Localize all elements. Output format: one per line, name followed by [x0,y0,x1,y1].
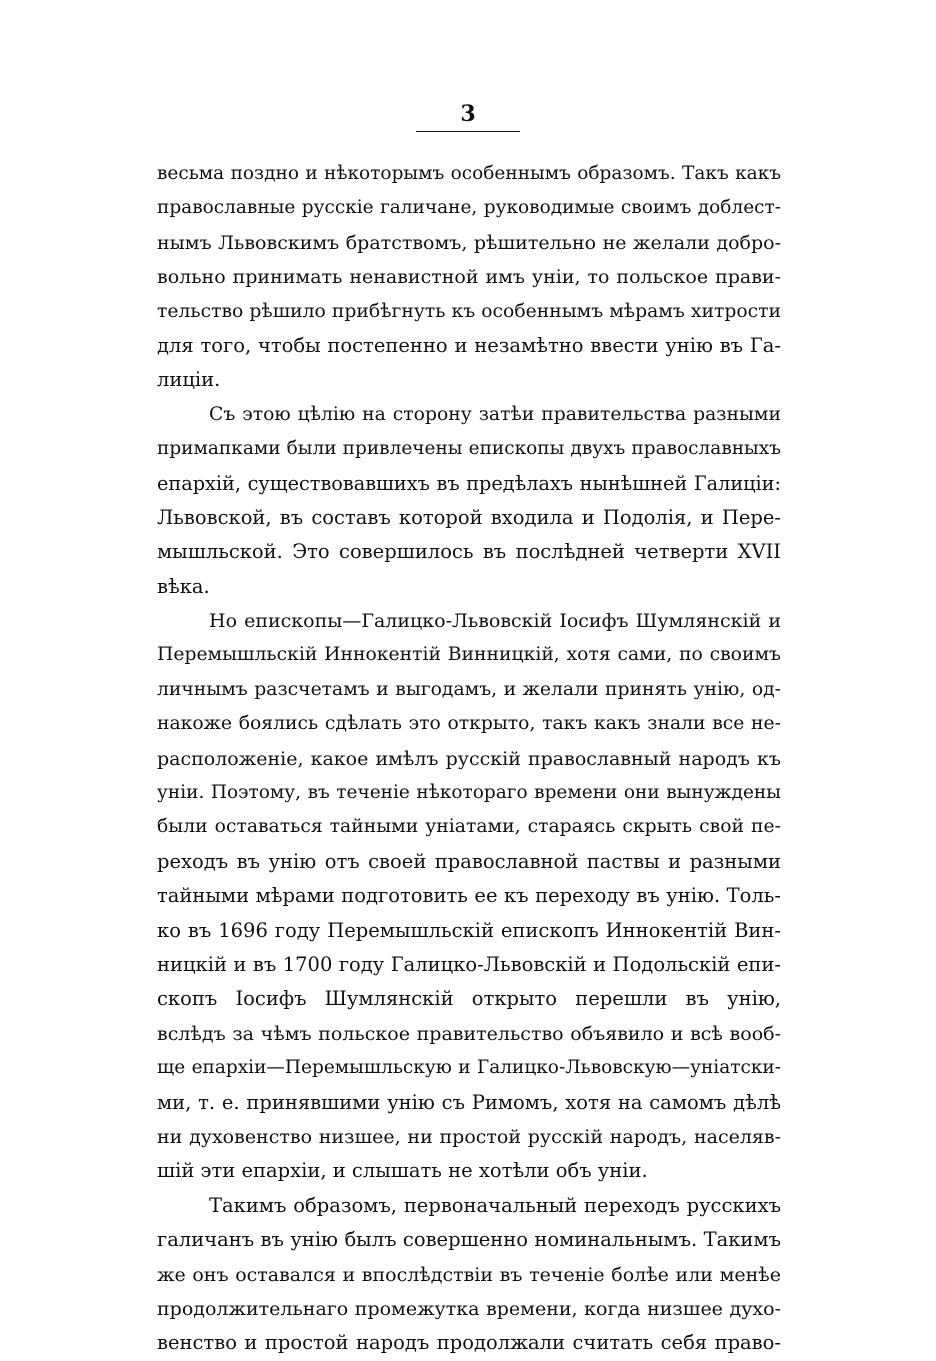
text-line: ще епархіи—Перемышльскую и Галицко-Львовскую—уніатски- [157,1057,781,1079]
text-line: уніи. Поэтому, въ теченіе нѣкотораго времени они вынуждены [157,782,781,804]
text-line: расположеніе, какое имѣлъ русскій православный народъ къ [157,747,781,770]
text-line: для того, чтобы постепенно и незамѣтно ввести унію въ Га- [157,333,781,357]
paragraph [157,157,781,398]
body-text [157,157,781,1361]
text-line: ницкій и въ 1700 году Галицко-Львовскій и Подольскій епи- [157,952,781,976]
paragraph [157,1189,781,1361]
text-line: православные русскіе галичане, руководимые своимъ доблест- [157,197,781,219]
paragraph [157,604,781,1189]
text-line: галичанъ въ унію былъ совершенно номинальнымъ. Такимъ [157,1228,781,1252]
text-line: накоже боялись сдѣлать это открыто, такъ какъ знали все не- [157,713,781,735]
text-line: Перемышльскій Иннокентій Винницкій, хотя сами, по своимъ [157,644,781,666]
text-line: тельство рѣшило прибѣгнуть къ особеннымъ мѣрамъ хитрости [157,300,781,322]
text-line: вольно принимать ненавистной имъ уніи, то польское прави- [157,266,781,289]
text-line: личнымъ разсчетамъ и выгодамъ, и желали принять унію, од- [157,678,781,700]
text-line: вѣка. [157,574,210,598]
text-line: тайными мѣрами подготовить ее къ переходу въ унію. Толь- [157,884,781,908]
text-line: Съ этою цѣлію на сторону затѣи правительства разными [209,403,781,425]
text-line: весьма поздно и нѣкоторымъ особеннымъ образомъ. Такъ какъ [157,163,781,184]
text-line: шій эти епархіи, и слышать не хотѣли объ уніи. [157,1159,648,1183]
text-line: Львовской, въ составъ которой входила и Подолія, и Пере- [157,505,781,529]
text-line: Такимъ образомъ, первоначальный переходъ русскихъ [209,1193,781,1217]
text-line: примапками были привлечены епископы двухъ православныхъ [157,438,781,460]
text-line: были оставаться тайными уніатами, стараясь скрыть свой пе- [157,816,781,838]
text-line: лиціи. [157,368,221,392]
text-line: Но епископы—Галицко-Львовскій Іосифъ Шумлянскій и [209,610,781,633]
text-line: ми, т. е. принявшими унію съ Римомъ, хотя на самомъ дѣлѣ [157,1090,781,1114]
page-number: 3 [460,101,476,127]
text-line: нымъ Львовскимъ братствомъ, рѣшительно не желали добро- [157,231,781,254]
text-line: продолжительнаго промежутка времени, когда низшее духо- [157,1297,781,1320]
text-line: реходъ въ унію отъ своей православной паствы и разными [157,849,781,873]
text-line: ко въ 1696 году Перемышльскій епископъ Иннокентій Вин- [157,918,781,942]
text-line: вслѣдъ за чѣмъ польское правительство объявило и всѣ вооб- [157,1022,781,1045]
page-number-rule [416,131,520,132]
text-line: скопъ Іосифъ Шумлянскій открыто перешли въ унію, [157,987,781,1011]
text-line: же онъ оставался и впослѣдствіи въ теченіе болѣе или менѣе [157,1263,781,1286]
text-line: мышльской. Это совершилось въ послѣдней четверти XVII [157,540,781,564]
text-line: венство и простой народъ продолжали считать себя право- [157,1331,781,1355]
paragraph [157,398,781,604]
text-line: ни духовенство низшее, ни простой русскій народъ, населяв- [157,1125,781,1148]
text-line: епархій, существовавшихъ въ предѣлахъ нынѣшней Галиціи: [157,471,781,495]
